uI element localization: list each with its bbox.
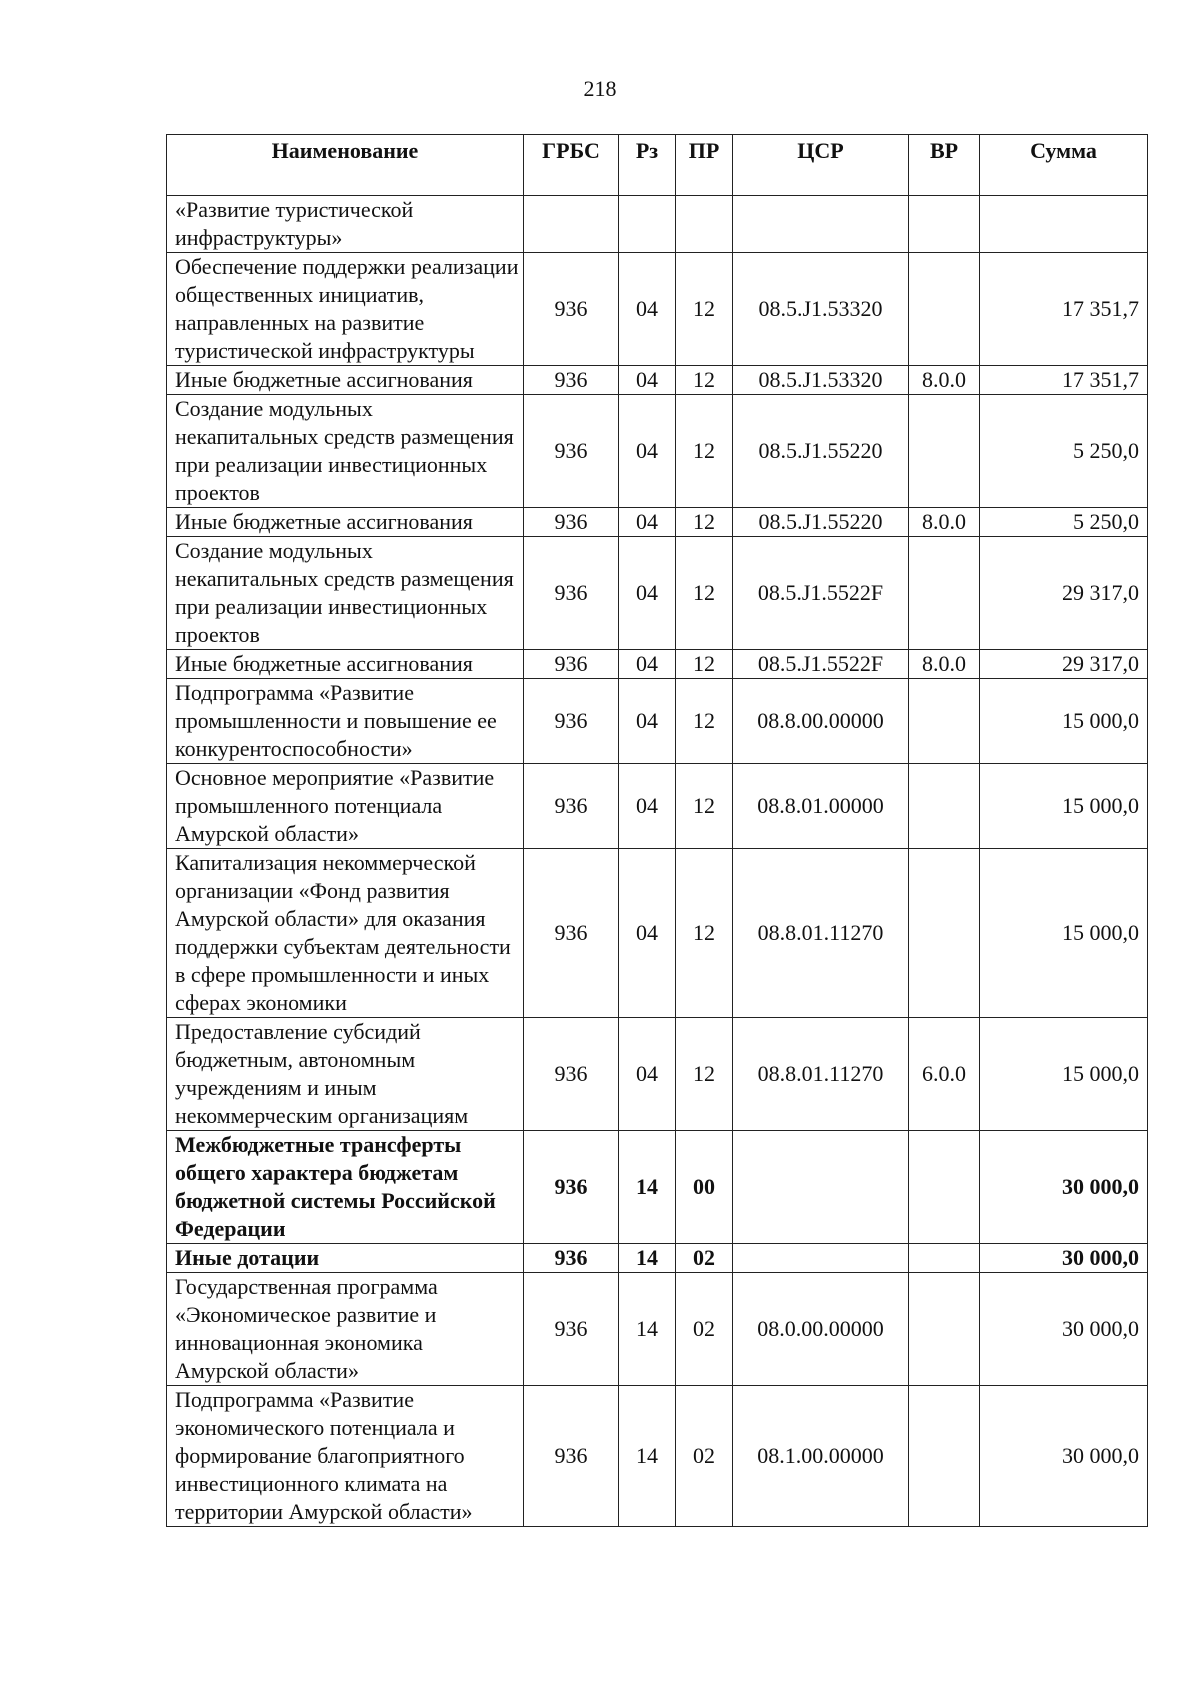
cell-csr (733, 196, 909, 253)
cell-sum: 15 000,0 (980, 764, 1148, 849)
cell-name: Подпрограмма «Развитие экономического потенциала и формирование благоприятного инвестиционного климата на территории Амурской области» (167, 1386, 524, 1527)
cell-vr (909, 537, 980, 650)
cell-rz: 14 (619, 1244, 676, 1273)
cell-sum: 29 317,0 (980, 537, 1148, 650)
cell-grbs (524, 196, 619, 253)
cell-name: Иные бюджетные ассигнования (167, 650, 524, 679)
cell-vr (909, 395, 980, 508)
table-row (167, 679, 1148, 764)
header-rz: Рз (619, 135, 676, 196)
table-row (167, 366, 1148, 395)
cell-rz: 04 (619, 679, 676, 764)
cell-sum: 30 000,0 (980, 1386, 1148, 1527)
cell-rz: 04 (619, 764, 676, 849)
cell-rz: 04 (619, 849, 676, 1018)
header-csr: ЦСР (733, 135, 909, 196)
cell-name: Обеспечение поддержки реализации общественных инициатив, направленных на развитие туристической инфраструктуры (167, 253, 524, 366)
cell-csr (733, 1131, 909, 1244)
cell-pr: 12 (676, 849, 733, 1018)
cell-vr: 6.0.0 (909, 1018, 980, 1131)
table-row (167, 395, 1148, 508)
cell-csr: 08.5.J1.5522F (733, 537, 909, 650)
cell-vr (909, 196, 980, 253)
cell-pr (676, 196, 733, 253)
cell-csr: 08.1.00.00000 (733, 1386, 909, 1527)
cell-pr: 12 (676, 537, 733, 650)
cell-name: Основное мероприятие «Развитие промышленного потенциала Амурской области» (167, 764, 524, 849)
cell-name: Государственная программа «Экономическое развитие и инновационная экономика Амурской области» (167, 1273, 524, 1386)
cell-csr: 08.8.01.11270 (733, 1018, 909, 1131)
cell-vr (909, 1273, 980, 1386)
cell-vr (909, 679, 980, 764)
cell-grbs: 936 (524, 366, 619, 395)
cell-pr: 12 (676, 679, 733, 764)
table-row (167, 764, 1148, 849)
table-row (167, 1018, 1148, 1131)
table-row (167, 1131, 1148, 1244)
cell-rz: 04 (619, 395, 676, 508)
cell-rz: 14 (619, 1131, 676, 1244)
table-row (167, 253, 1148, 366)
cell-name: «Развитие туристической инфраструктуры» (167, 196, 524, 253)
cell-sum: 15 000,0 (980, 849, 1148, 1018)
cell-rz: 04 (619, 537, 676, 650)
cell-grbs: 936 (524, 1273, 619, 1386)
cell-sum: 29 317,0 (980, 650, 1148, 679)
cell-pr: 12 (676, 508, 733, 537)
cell-name: Предоставление субсидий бюджетным, автономным учреждениям и иным некоммерческим организациям (167, 1018, 524, 1131)
header-name: Наименование (167, 135, 524, 196)
cell-vr: 8.0.0 (909, 650, 980, 679)
cell-pr: 12 (676, 764, 733, 849)
cell-grbs: 936 (524, 849, 619, 1018)
header-pr: ПР (676, 135, 733, 196)
cell-grbs: 936 (524, 650, 619, 679)
cell-pr: 12 (676, 650, 733, 679)
table-row (167, 1244, 1148, 1273)
table-header-row (167, 135, 1148, 196)
cell-csr (733, 1244, 909, 1273)
cell-sum: 30 000,0 (980, 1131, 1148, 1244)
cell-grbs: 936 (524, 764, 619, 849)
cell-sum (980, 196, 1148, 253)
cell-name: Создание модульных некапитальных средств размещения при реализации инвестиционных проектов (167, 537, 524, 650)
cell-pr: 00 (676, 1131, 733, 1244)
cell-csr: 08.5.J1.55220 (733, 508, 909, 537)
cell-pr: 12 (676, 1018, 733, 1131)
cell-vr (909, 1244, 980, 1273)
cell-csr: 08.8.01.00000 (733, 764, 909, 849)
cell-rz: 14 (619, 1386, 676, 1527)
cell-vr (909, 253, 980, 366)
cell-csr: 08.8.00.00000 (733, 679, 909, 764)
cell-csr: 08.0.00.00000 (733, 1273, 909, 1386)
cell-pr: 12 (676, 253, 733, 366)
cell-rz (619, 196, 676, 253)
cell-pr: 02 (676, 1273, 733, 1386)
cell-name: Иные дотации (167, 1244, 524, 1273)
cell-grbs: 936 (524, 508, 619, 537)
header-vr: ВР (909, 135, 980, 196)
cell-pr: 12 (676, 395, 733, 508)
cell-name: Межбюджетные трансферты общего характера бюджетам бюджетной системы Российской Федерации (167, 1131, 524, 1244)
cell-name: Капитализация некоммерческой организации «Фонд развития Амурской области» для оказания поддержки субъектам деятельности в сфере промышленности и иных сферах экономики (167, 849, 524, 1018)
table-row (167, 508, 1148, 537)
cell-grbs: 936 (524, 395, 619, 508)
cell-rz: 04 (619, 508, 676, 537)
cell-grbs: 936 (524, 679, 619, 764)
cell-sum: 17 351,7 (980, 253, 1148, 366)
cell-vr: 8.0.0 (909, 366, 980, 395)
cell-csr: 08.5.J1.53320 (733, 366, 909, 395)
cell-name: Создание модульных некапитальных средств размещения при реализации инвестиционных проектов (167, 395, 524, 508)
cell-rz: 04 (619, 1018, 676, 1131)
table-row (167, 196, 1148, 253)
cell-sum: 30 000,0 (980, 1273, 1148, 1386)
cell-csr: 08.8.01.11270 (733, 849, 909, 1018)
cell-rz: 04 (619, 650, 676, 679)
cell-vr (909, 1131, 980, 1244)
cell-grbs: 936 (524, 1131, 619, 1244)
cell-name: Подпрограмма «Развитие промышленности и повышение ее конкурентоспособности» (167, 679, 524, 764)
cell-sum: 15 000,0 (980, 1018, 1148, 1131)
cell-grbs: 936 (524, 1386, 619, 1527)
table-row (167, 1386, 1148, 1527)
cell-rz: 04 (619, 366, 676, 395)
cell-sum: 30 000,0 (980, 1244, 1148, 1273)
cell-rz: 04 (619, 253, 676, 366)
cell-name: Иные бюджетные ассигнования (167, 508, 524, 537)
table-row (167, 849, 1148, 1018)
cell-grbs: 936 (524, 253, 619, 366)
cell-sum: 17 351,7 (980, 366, 1148, 395)
cell-vr (909, 849, 980, 1018)
header-grbs: ГРБС (524, 135, 619, 196)
cell-sum: 5 250,0 (980, 395, 1148, 508)
cell-vr (909, 764, 980, 849)
table-row (167, 537, 1148, 650)
cell-name: Иные бюджетные ассигнования (167, 366, 524, 395)
header-sum: Сумма (980, 135, 1148, 196)
cell-vr: 8.0.0 (909, 508, 980, 537)
cell-sum: 5 250,0 (980, 508, 1148, 537)
cell-pr: 12 (676, 366, 733, 395)
cell-pr: 02 (676, 1386, 733, 1527)
cell-csr: 08.5.J1.55220 (733, 395, 909, 508)
cell-csr: 08.5.J1.5522F (733, 650, 909, 679)
cell-grbs: 936 (524, 1018, 619, 1131)
budget-table (166, 134, 1148, 1527)
cell-sum: 15 000,0 (980, 679, 1148, 764)
cell-vr (909, 1386, 980, 1527)
page-number: 218 (583, 76, 617, 101)
cell-grbs: 936 (524, 1244, 619, 1273)
table-row (167, 650, 1148, 679)
cell-grbs: 936 (524, 537, 619, 650)
cell-rz: 14 (619, 1273, 676, 1386)
table-row (167, 1273, 1148, 1386)
cell-csr: 08.5.J1.53320 (733, 253, 909, 366)
cell-pr: 02 (676, 1244, 733, 1273)
